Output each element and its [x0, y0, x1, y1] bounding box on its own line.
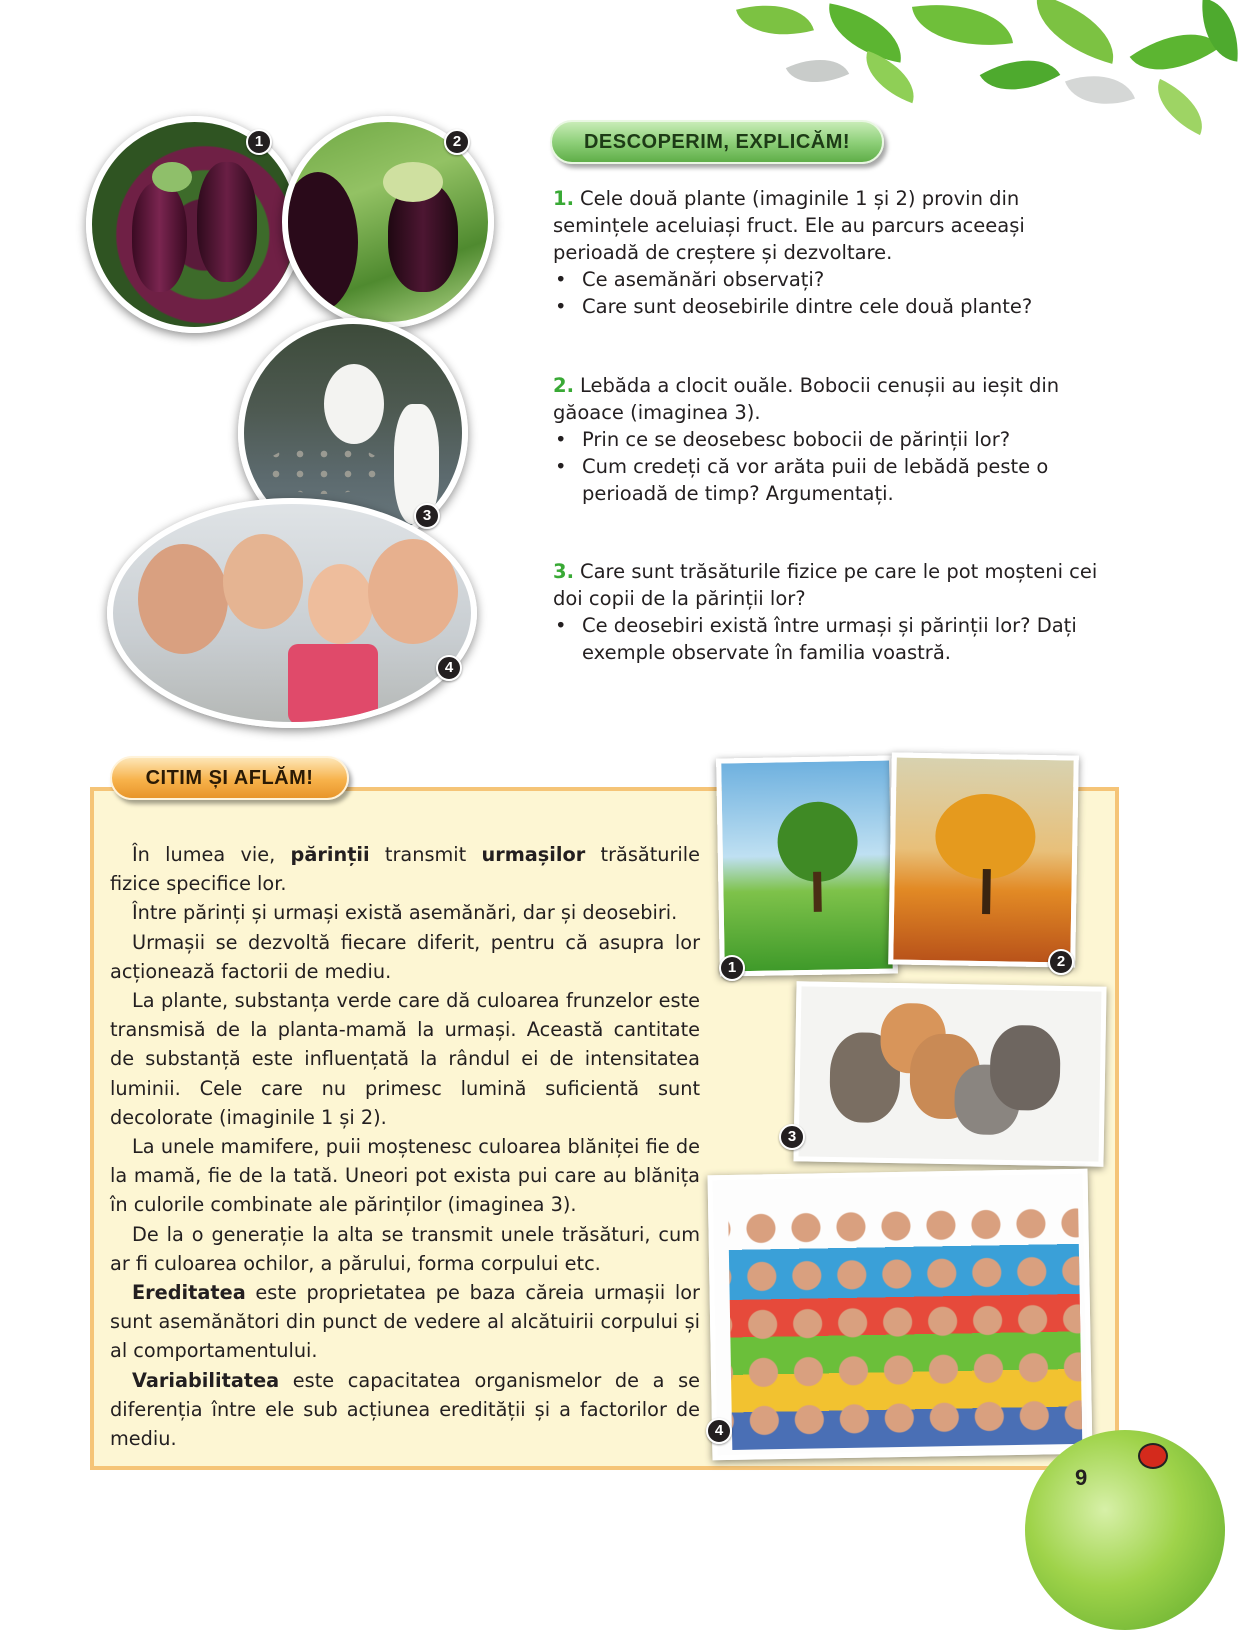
image-number-2: 2	[444, 129, 470, 155]
read-text	[110, 840, 700, 1453]
question-3	[553, 558, 1113, 666]
paragraph: La plante, substanța verde care dă culoarea frunzelor este transmisă de la planta-mamă la urmași. Această cantitate de substanță este influențată la rândul ei de intensitatea luminii. Cele care nu primesc lumină suficientă sunt decolorate (imaginile 1 și 2).	[110, 989, 700, 1129]
text-run: este capacitatea organismelor de a se diferenția între ele sub acțiunea eredității și a factorilor de mediu.	[110, 1368, 700, 1451]
paragraph: De la o generație la alta se transmit unele trăsături, cum ar fi culoarea ochilor, a părului, forma corpului etc.	[110, 1222, 700, 1275]
kittens-photo	[793, 981, 1106, 1166]
globe-decoration	[1025, 1430, 1225, 1630]
term-variability: Variabilitatea	[132, 1368, 280, 1392]
question-1	[553, 185, 1113, 320]
read-heading: CITIM ȘI AFLĂM!	[110, 756, 349, 800]
question-bullet: • Ce asemănări observați?	[553, 266, 1113, 293]
question-number: 1.	[553, 187, 574, 210]
family-photo	[107, 498, 477, 728]
page-number: 9	[1075, 1465, 1088, 1490]
question-bullet: • Prin ce se deosebesc bobocii de părinții lor?	[553, 426, 1113, 453]
question-bullet: • Care sunt deosebirile dintre cele două plante?	[553, 293, 1113, 320]
image-number-3: 3	[414, 503, 440, 529]
question-text: Cele două plante (imaginile 1 și 2) provin din semințele aceluiași fruct. Ele au parcurs aceeași perioadă de creștere și dezvoltare.	[553, 187, 1025, 264]
text-run: În lumea vie,	[132, 843, 291, 866]
question-bullet: • Cum credeți că vor arăta puii de lebădă peste o perioadă de timp? Argumentați.	[553, 453, 1113, 507]
autumn-tree-photo	[888, 752, 1079, 967]
term-heredity: Ereditatea	[132, 1281, 246, 1305]
text-run: transmit	[369, 843, 482, 866]
question-text: Care sunt trăsăturile fizice pe care le pot moșteni cei doi copii de la părinții lor?	[553, 560, 1098, 610]
eggplant-photo-1	[86, 116, 303, 333]
image-number-1: 1	[246, 129, 272, 155]
decorative-leaves	[730, 0, 1240, 130]
image-number-4: 4	[706, 1418, 732, 1444]
paragraph: La unele mamifere, puii moștenesc culoarea blăniței fie de la mamă, fie de la tată. Uneori pot exista pui care au blănița în culorile combinate ale părinților (imaginea 3).	[110, 1135, 700, 1217]
question-number: 2.	[553, 374, 574, 397]
image-number-2: 2	[1048, 949, 1074, 975]
question-text: Lebăda a clocit ouăle. Bobocii cenușii au ieșit din găoace (imaginea 3).	[553, 374, 1060, 424]
green-tree-photo	[716, 755, 898, 976]
text-run: este proprietatea pe baza căreia urmașii lor sunt asemănători din punct de vedere al alcătuirii corpului și al comportamentului.	[110, 1281, 700, 1363]
question-2	[553, 372, 1113, 507]
discover-heading: DESCOPERIM, EXPLICĂM!	[550, 120, 884, 164]
question-number: 3.	[553, 560, 574, 583]
term-offspring: urmașilor	[481, 843, 586, 866]
term-parents: părinții	[290, 843, 370, 866]
image-number-3: 3	[779, 1124, 805, 1150]
image-number-4: 4	[436, 655, 462, 681]
paragraph: Urmașii se dezvoltă fiecare diferit, pentru că asupra lor acționează factorii de mediu.	[110, 930, 700, 983]
paragraph: Între părinți și urmași există asemănări, dar și deosebiri.	[132, 901, 678, 925]
image-number-1: 1	[719, 955, 745, 981]
ladybug-icon	[1138, 1443, 1168, 1469]
people-group-photo	[708, 1169, 1093, 1461]
text-run: trăsăturile fizice specifice lor.	[110, 843, 700, 896]
question-bullet: • Ce deosebiri există între urmași și părinții lor? Dați exemple observate în familia voastră.	[553, 612, 1113, 666]
